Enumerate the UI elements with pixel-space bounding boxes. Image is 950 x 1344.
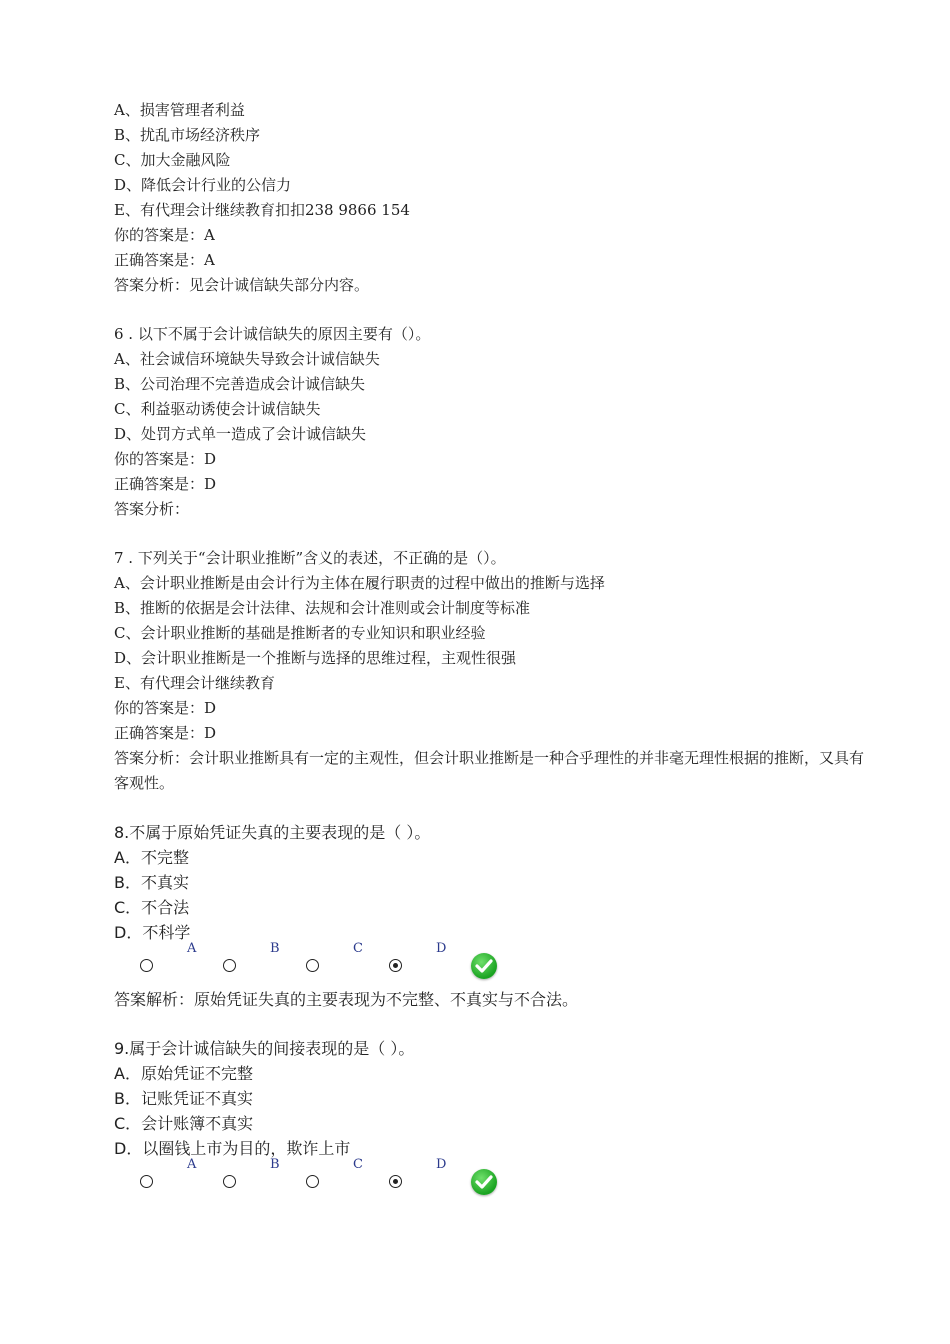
answer-analysis: 答案解析：原始凭证失真的主要表现为不完整、不真实与不合法。	[114, 990, 579, 1009]
choice-label-c: C	[353, 941, 363, 956]
option-b: B、公司治理不完善造成会计诚信缺失	[114, 375, 366, 393]
option-b: B、扰乱市场经济秩序	[114, 126, 261, 144]
your-answer: 你的答案是：D	[114, 699, 217, 717]
option-d: D、降低会计行业的公信力	[114, 176, 292, 194]
answer-choices	[114, 1157, 874, 1203]
option-b: B．记账凭证不真实	[114, 1089, 253, 1108]
question-8	[114, 820, 874, 1012]
question-5	[114, 98, 874, 298]
choice-label-d: D	[436, 1157, 447, 1172]
answer-analysis: 答案分析：	[114, 500, 190, 518]
option-d: D、处罚方式单一造成了会计诚信缺失	[114, 425, 367, 443]
option-a: A．原始凭证不完整	[114, 1064, 253, 1083]
correct-check-icon	[471, 1169, 497, 1195]
question-9	[114, 1036, 874, 1203]
option-b: B．不真实	[114, 873, 189, 892]
option-a: A、社会诚信环境缺失导致会计诚信缺失	[114, 350, 380, 368]
correct-answer: 正确答案是：D	[114, 724, 217, 742]
choice-label-a: A	[187, 941, 197, 956]
radio-d[interactable]	[389, 1175, 402, 1188]
option-e: E、有代理会计继续教育	[114, 674, 275, 692]
option-c: C、利益驱动诱使会计诚信缺失	[114, 400, 321, 418]
option-b: B、推断的依据是会计法律、法规和会计准则或会计制度等标准	[114, 599, 531, 617]
your-answer: 你的答案是：D	[114, 450, 217, 468]
answer-choices	[114, 941, 874, 987]
radio-a[interactable]	[140, 959, 153, 972]
answer-analysis: 答案分析：见会计诚信缺失部分内容。	[114, 276, 370, 294]
radio-c[interactable]	[306, 1175, 319, 1188]
correct-answer: 正确答案是：D	[114, 475, 217, 493]
radio-d[interactable]	[389, 959, 402, 972]
option-c: C、会计职业推断的基础是推断者的专业知识和职业经验	[114, 624, 486, 642]
option-c: C．不合法	[114, 898, 190, 917]
option-a: A．不完整	[114, 848, 189, 867]
quiz-page	[114, 98, 874, 1203]
radio-b[interactable]	[223, 1175, 236, 1188]
option-d: D、会计职业推断是一个推断与选择的思维过程，主观性很强	[114, 649, 517, 667]
option-a: A、会计职业推断是由会计行为主体在履行职责的过程中做出的推断与选择	[114, 574, 605, 592]
choice-label-b: B	[270, 1157, 280, 1172]
option-c: C、加大金融风险	[114, 151, 231, 169]
choice-label-c: C	[353, 1157, 363, 1172]
correct-check-icon	[471, 953, 497, 979]
question-text: 8.不属于原始凭证失真的主要表现的是（ ）。	[114, 823, 431, 842]
option-d: D．以圈钱上市为目的，欺诈上市	[114, 1139, 351, 1158]
your-answer: 你的答案是：A	[114, 226, 215, 244]
question-text: 9.属于会计诚信缺失的间接表现的是（ ）。	[114, 1039, 415, 1058]
answer-analysis: 答案分析：会计职业推断具有一定的主观性，但会计职业推断是一种合乎理性的并非毫无理性根据的推断，又具有客观性。	[114, 749, 865, 792]
option-d: D．不科学	[114, 923, 191, 942]
option-c: C．会计账簿不真实	[114, 1114, 254, 1133]
choice-label-b: B	[270, 941, 280, 956]
radio-b[interactable]	[223, 959, 236, 972]
radio-a[interactable]	[140, 1175, 153, 1188]
question-7	[114, 546, 874, 796]
choice-label-a: A	[187, 1157, 197, 1172]
option-a: A、损害管理者利益	[114, 101, 245, 119]
question-6	[114, 322, 874, 522]
radio-c[interactable]	[306, 959, 319, 972]
correct-answer: 正确答案是：A	[114, 251, 215, 269]
question-text: 6 . 以下不属于会计诚信缺失的原因主要有（）。	[114, 325, 431, 343]
choice-label-d: D	[436, 941, 447, 956]
option-e: E、有代理会计继续教育扣扣238 9866 154	[114, 201, 410, 219]
question-text: 7 . 下列关于“会计职业推断”含义的表述，不正确的是（）。	[114, 549, 506, 567]
